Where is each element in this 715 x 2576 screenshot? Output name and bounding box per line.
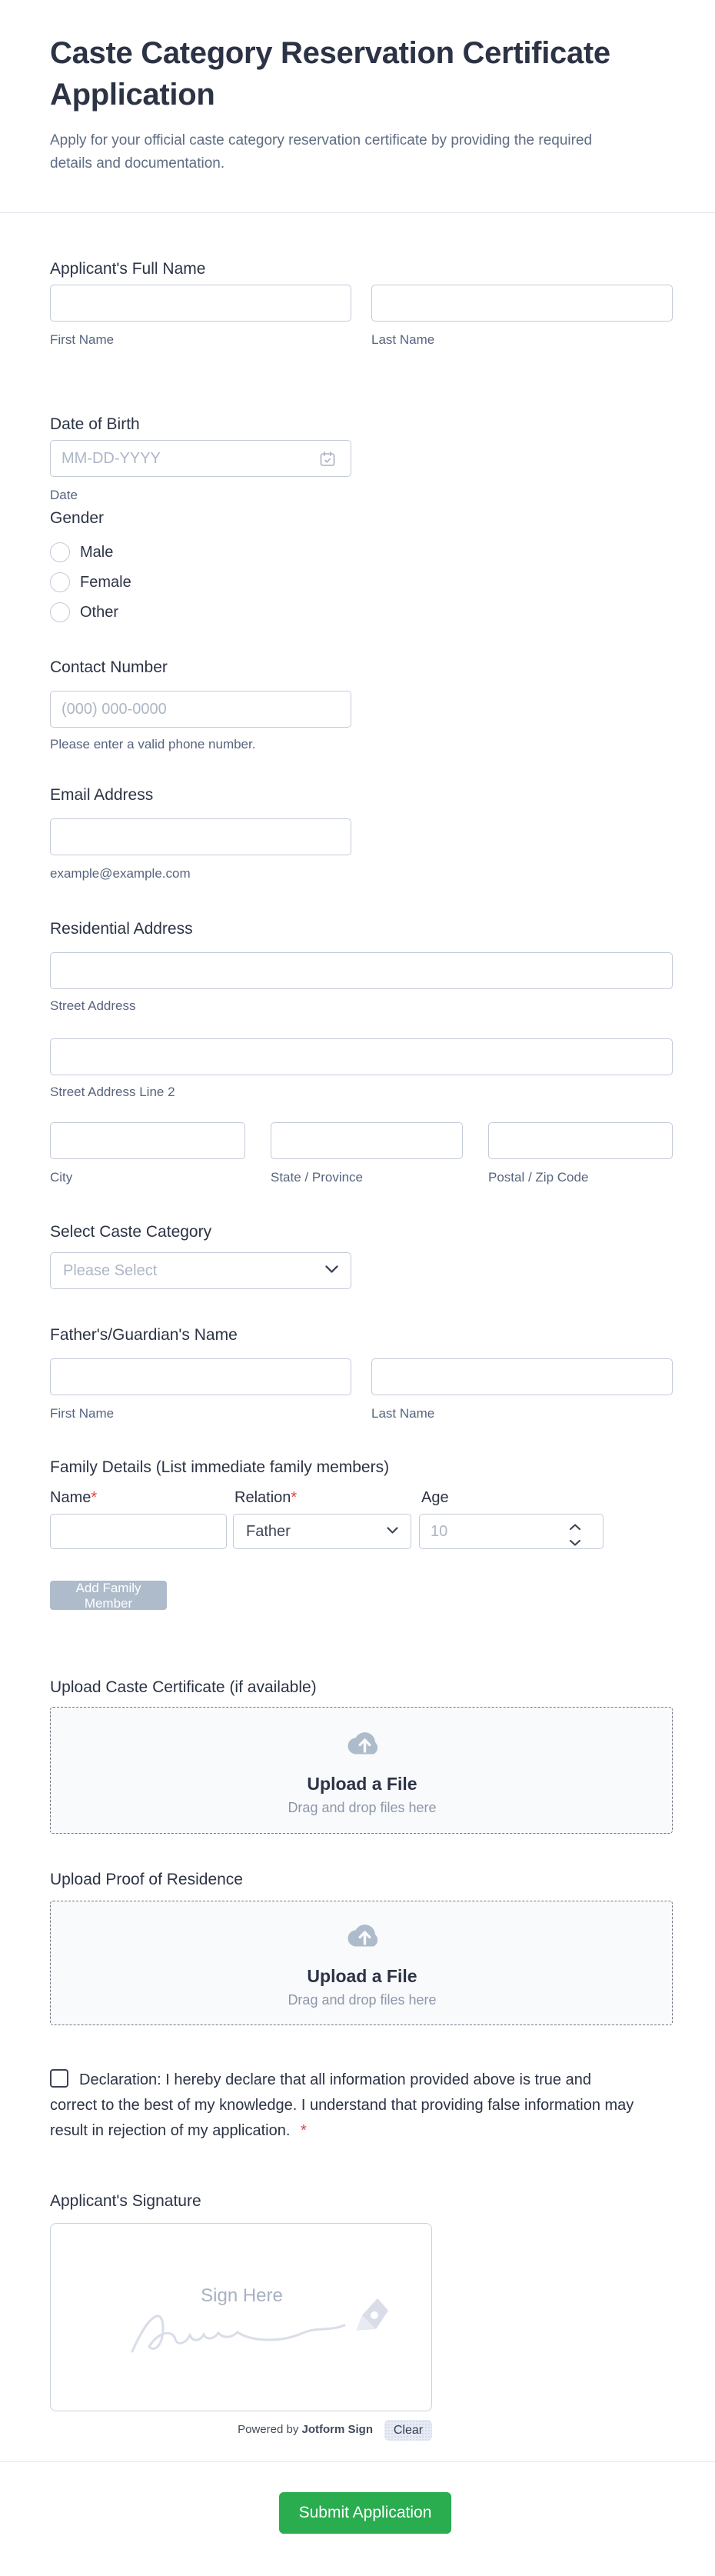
- caste-select-placeholder: Please Select: [63, 1261, 158, 1279]
- declaration-checkbox[interactable]: [50, 2069, 68, 2088]
- last-name-sublabel: Last Name: [371, 332, 435, 347]
- family-relation-select[interactable]: [233, 1514, 411, 1549]
- radio-label: Other: [80, 603, 119, 621]
- father-first-name-input[interactable]: [50, 1358, 351, 1395]
- first-name-sublabel: First Name: [50, 332, 115, 347]
- radio-label: Male: [80, 543, 114, 561]
- signature-squiggle-icon: [128, 2301, 358, 2366]
- required-marker: *: [291, 1489, 298, 1506]
- add-family-member-button[interactable]: Add Family Member: [50, 1581, 167, 1610]
- dob-input[interactable]: [50, 440, 351, 477]
- gender-option-female[interactable]: [50, 572, 131, 592]
- email-sublabel: example@example.com: [50, 866, 191, 881]
- contact-label: Contact Number: [50, 658, 168, 676]
- father-last-name-sublabel: Last Name: [371, 1406, 435, 1421]
- street-address-input[interactable]: [50, 952, 673, 989]
- radio-icon[interactable]: [50, 572, 70, 592]
- chevron-down-icon: [387, 1525, 398, 1538]
- family-relation-value: Father: [246, 1522, 291, 1540]
- caste-label: Select Caste Category: [50, 1223, 212, 1241]
- father-name-label: Father's/Guardian's Name: [50, 1326, 238, 1344]
- first-name-input[interactable]: [50, 285, 351, 322]
- age-stepper-up[interactable]: [569, 1521, 581, 1535]
- required-marker: *: [300, 2122, 307, 2139]
- address-label: Residential Address: [50, 920, 193, 938]
- gender-label: Gender: [50, 509, 105, 527]
- upload-residence-dropzone[interactable]: [50, 1901, 673, 2025]
- city-input[interactable]: [50, 1122, 245, 1159]
- state-sublabel: State / Province: [271, 1170, 364, 1185]
- radio-icon[interactable]: [50, 602, 70, 622]
- page-subtitle: Apply for your official caste category reservation certificate by providing the required details and documentation.: [50, 132, 593, 172]
- sign-here-text: Sign Here: [201, 2285, 283, 2306]
- drag-drop-text: Drag and drop files here: [288, 1800, 437, 1815]
- header-divider: [0, 212, 715, 213]
- upload-file-text: Upload a File: [307, 1774, 417, 1794]
- powered-prefix: Powered by: [238, 2423, 299, 2436]
- cloud-upload-icon: [341, 1728, 383, 1765]
- col-label: Age: [421, 1489, 449, 1506]
- family-col-name: [50, 1489, 97, 1507]
- submit-button[interactable]: Submit Application: [279, 2492, 451, 2534]
- clear-signature-button[interactable]: Clear: [384, 2420, 432, 2441]
- full-name-label: Applicant's Full Name: [50, 260, 206, 278]
- declaration-block: [50, 2068, 634, 2144]
- family-name-input[interactable]: [50, 1514, 227, 1549]
- email-input[interactable]: [50, 818, 351, 855]
- father-first-name-sublabel: First Name: [50, 1406, 115, 1421]
- dob-sublabel: Date: [50, 488, 78, 502]
- required-marker: *: [91, 1489, 98, 1506]
- city-sublabel: City: [50, 1170, 73, 1185]
- upload-file-text: Upload a File: [307, 1966, 417, 1986]
- radio-icon[interactable]: [50, 542, 70, 562]
- page-title: Caste Category Reservation Certificate Application: [50, 36, 610, 112]
- pen-nib-icon: [354, 2297, 390, 2338]
- drag-drop-text: Drag and drop files here: [288, 1992, 437, 2008]
- last-name-input[interactable]: [371, 285, 673, 322]
- family-col-relation: [234, 1489, 297, 1507]
- upload-residence-label: Upload Proof of Residence: [50, 1871, 243, 1888]
- postal-input[interactable]: [488, 1122, 673, 1159]
- street-address-sublabel: Street Address: [50, 998, 136, 1013]
- jotform-sign-brand: Jotform Sign: [301, 2423, 373, 2436]
- upload-certificate-dropzone[interactable]: [50, 1707, 673, 1834]
- family-col-age: [421, 1489, 449, 1507]
- chevron-down-icon: [325, 1264, 338, 1278]
- street-address2-sublabel: Street Address Line 2: [50, 1085, 175, 1099]
- signature-pad[interactable]: [50, 2223, 432, 2411]
- contact-input[interactable]: [50, 691, 351, 728]
- email-label: Email Address: [50, 786, 154, 804]
- col-label: Name: [50, 1489, 91, 1506]
- father-last-name-input[interactable]: [371, 1358, 673, 1395]
- dob-label: Date of Birth: [50, 415, 140, 433]
- contact-hint: Please enter a valid phone number.: [50, 737, 256, 751]
- declaration-text: Declaration: I hereby declare that all information provided above is true and correct to the best of my knowledge. I understand that providing false information may result in rejection of my application.: [50, 2071, 634, 2139]
- state-input[interactable]: [271, 1122, 463, 1159]
- family-details-label: Family Details (List immediate family members): [50, 1458, 390, 1476]
- gender-option-other[interactable]: [50, 602, 118, 622]
- caste-select[interactable]: [50, 1252, 351, 1289]
- signature-label: Applicant's Signature: [50, 2192, 201, 2210]
- street-address2-input[interactable]: [50, 1038, 673, 1075]
- gender-option-male[interactable]: [50, 542, 113, 562]
- postal-sublabel: Postal / Zip Code: [488, 1170, 589, 1185]
- age-stepper-down[interactable]: [569, 1536, 581, 1550]
- upload-certificate-label: Upload Caste Certificate (if available): [50, 1678, 317, 1696]
- cloud-upload-icon: [341, 1920, 383, 1958]
- radio-label: Female: [80, 573, 131, 591]
- footer-divider: [0, 2461, 715, 2462]
- col-label: Relation: [234, 1489, 291, 1506]
- powered-by: [50, 2423, 373, 2436]
